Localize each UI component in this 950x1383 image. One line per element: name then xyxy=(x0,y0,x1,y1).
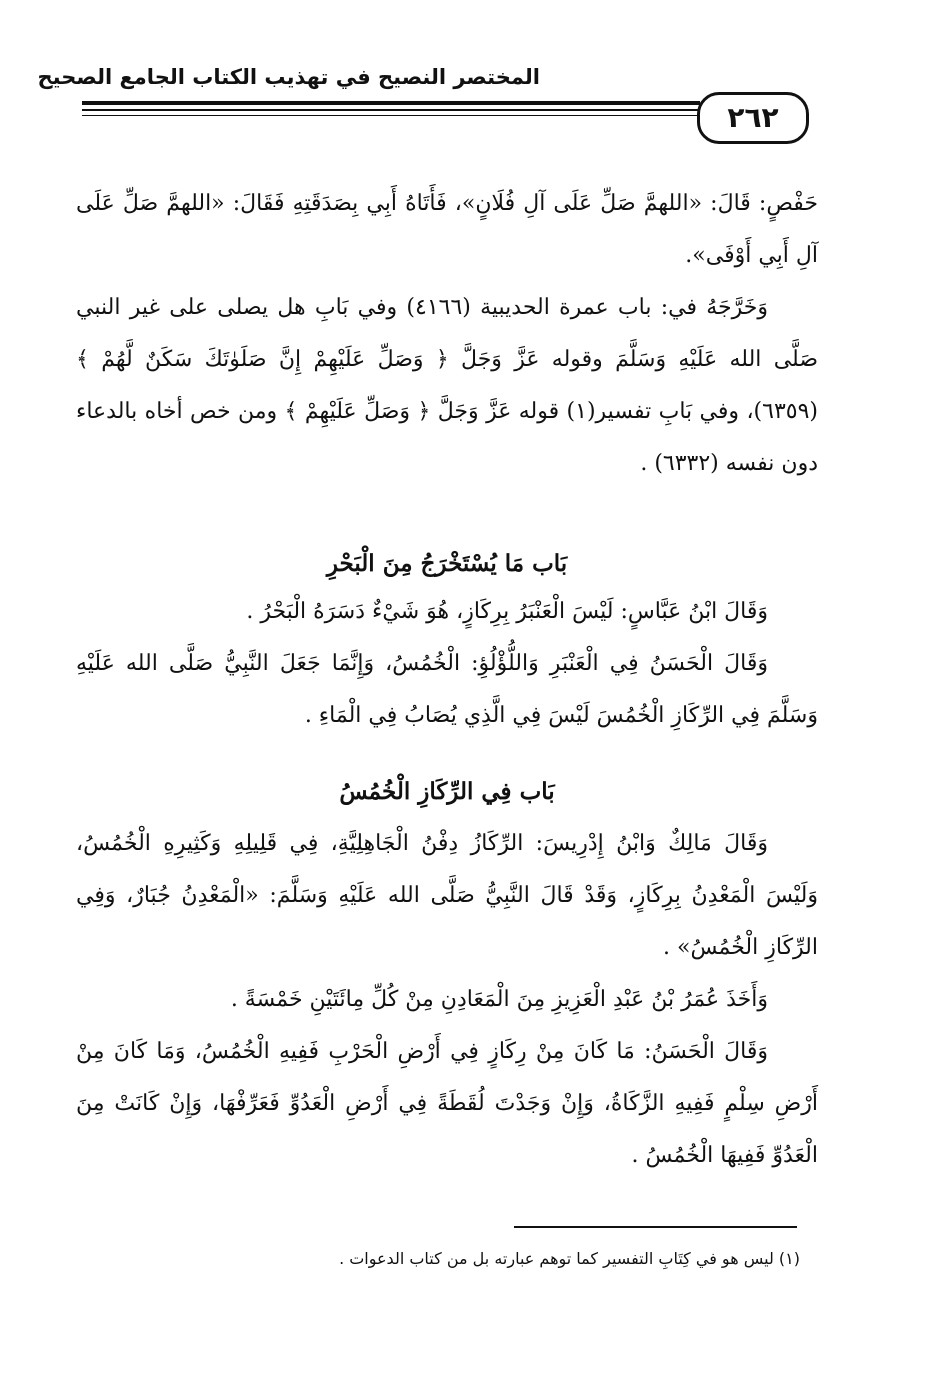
page-number: ٢٦٢ xyxy=(727,101,779,134)
paragraph-takhrij: وَخَرَّجَهُ في: باب عمرة الحديبية (٤١٦٦) وفي بَابِ هل يصلى على غير النبي صَلَّى الله عَلَيْهِ وَسَلَّمَ وقوله عَزَّ وَجَلَّ ﴿ وَصَلِّ عَلَيْهِمْ إِنَّ صَلَوٰتَكَ سَكَنٌ لَّهُمْ ﴾ (٦٣٥٩)، وفي بَابِ تفسير(١) قوله عَزَّ وَجَلَّ ﴿ وَصَلِّ عَلَيْهِمْ ﴾ ومن خص أخاه بالدعاء دون نفسه (٦٣٣٢) . xyxy=(76,295,818,476)
opening-block xyxy=(76,178,818,490)
header-rule-hairline xyxy=(82,115,700,116)
footnote-separator xyxy=(514,1226,797,1228)
chapter-rikaz-body xyxy=(76,818,818,1182)
paragraph-al-hasan-ambergris: وَقَالَ الْحَسَنُ فِي الْعَنْبَرِ وَاللُّؤْلُؤِ: الْخُمُسُ، وَإِنَّمَا جَعَلَ النَّبِيُّ صَلَّى الله عَلَيْهِ وَسَلَّمَ فِي الرِّكَازِ الْخُمُسَ لَيْسَ فِي الَّذِي يُصَابُ فِي الْمَاءِ . xyxy=(76,651,818,728)
paragraph-malik: وَقَالَ مَالِكٌ وَابْنُ إِدْرِيسَ: الرِّكَازُ دِفْنُ الْجَاهِلِيَّةِ، فِي قَلِيلِهِ وَكَثِيرِهِ الْخُمُسُ، وَلَيْسَ الْمَعْدِنُ بِرِكَازٍ، وَقَدْ قَالَ النَّبِيُّ صَلَّى الله عَلَيْهِ وَسَلَّمَ: «الْمَعْدِنُ جُبَارٌ، وَفِي الرِّكَازِ الْخُمُسُ» . xyxy=(76,831,818,960)
footnote: (١) ليس هو في كِتَابِ التفسير كما توهم عبارته بل من كتاب الدعوات . xyxy=(339,1249,800,1268)
page-number-frame xyxy=(697,92,809,144)
header-rule-thin xyxy=(82,109,700,111)
running-title: المختصر النصيح في تهذيب الكتاب الجامع الصحيح xyxy=(37,65,540,89)
chapter-heading-rikaz: بَاب فِي الرِّكَازِ الْخُمُسُ xyxy=(339,778,555,805)
paragraph-al-hasan-rikaz: وَقَالَ الْحَسَنُ: مَا كَانَ مِنْ رِكَازٍ فِي أَرْضِ الْحَرْبِ فَفِيهِ الْخُمُسُ، وَمَا كَانَ مِنْ أَرْضِ سِلْمٍ فَفِيهِ الزَّكَاةُ، وَإِنْ وَجَدْتَ لُقَطَةً فِي أَرْضِ الْعَدُوِّ فَعَرِّفْهَا، وَإِنْ كَانَتْ مِنَ الْعَدُوِّ فَفِيهَا الْخُمُسُ . xyxy=(76,1039,818,1168)
chapter-heading-sea: بَاب مَا يُسْتَخْرَجُ مِنَ الْبَحْرِ xyxy=(326,550,568,577)
paragraph-ibn-abbas: وَقَالَ ابْنُ عَبَّاسٍ: لَيْسَ الْعَنْبَرُ بِرِكَازٍ، هُوَ شَيْءٌ دَسَرَهُ الْبَحْرُ . xyxy=(246,599,768,624)
chapter-sea-body xyxy=(76,586,818,742)
header-rule-thick xyxy=(82,101,700,105)
paragraph-hadith-end: حَفْصٍ: قَالَ: «اللهمَّ صَلِّ عَلَى آلِ فُلَانٍ»، فَأَتَاهُ أَبِي بِصَدَقَتِهِ فَقَالَ: «اللهمَّ صَلِّ عَلَى آلِ أَبِي أَوْفَى». xyxy=(76,191,818,268)
paragraph-umar-ibn-abd-al-aziz: وَأَخَذَ عُمَرُ بْنُ عَبْدِ الْعَزِيزِ مِنَ الْمَعَادِنِ مِنْ كُلِّ مِائَتَيْنِ خَمْسَةً . xyxy=(230,987,768,1012)
